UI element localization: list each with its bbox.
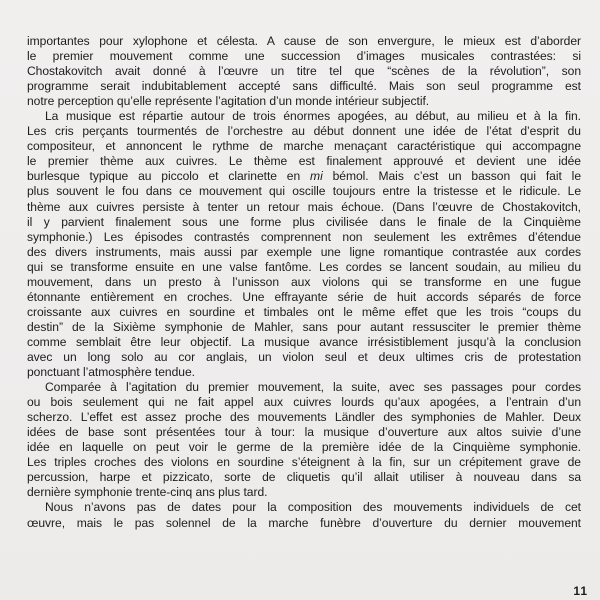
- text-line: thème aux cuivres persiste à tenter un retour mais échoue. (Dans l’œuvre de Chostakovitch,: [27, 199, 581, 214]
- paragraph-start-line: La musique est répartie autour de trois énormes apogées, au début, au milieu et à la fin.: [45, 109, 581, 124]
- text-segment: burlesque typique au piccolo et clarinette en: [27, 169, 311, 184]
- text-line: Chostakovitch avait donné à l’œuvre un titre tel que “scènes de la révolution”, son: [27, 64, 581, 79]
- text-line: importantes pour xylophone et célesta. A cause de son envergure, le mieux est d’aborder: [27, 34, 581, 48]
- text-line: il y parvient finalement sous une forme plus civilisée dans le finale de la Cinquième: [27, 214, 581, 229]
- text-line: compositeur, et annoncent le rythme de marche menaçant caractéristique qui accompagne: [27, 139, 581, 154]
- text-line: œuvre, mais le pas solennel de la marche funèbre d’ouverture du dernier mouvement: [27, 515, 581, 530]
- text-line: ou bois seulement qui ne fait appel aux cuivres lourds qu’aux apogées, a l’entrain d’un: [27, 395, 581, 410]
- text-line: étonnante entièrement en croches. Une effrayante série de huit accords séparés de force: [27, 289, 581, 304]
- text-line: comme semblait être leur objectif. La musique avance irrésistiblement jusqu’à la conclusion: [27, 334, 581, 349]
- text-line: idées de base sont présentées tour à tour: la musique d’ouverture aux altos suivie d’une: [27, 425, 581, 440]
- paragraph-start-line: Nous n’avons pas de dates pour la composition des mouvements individuels de cet: [45, 500, 581, 515]
- page-number: 11: [573, 584, 588, 598]
- text-line: le premier thème aux cuivres. Le thème est finalement approuvé et devient une idée: [27, 154, 581, 169]
- text-line: mouvement, dans un presto à l’unisson aux violons qui se transforme en une fugue: [27, 274, 581, 289]
- text-line-with-italic: [27, 169, 581, 184]
- text-line: programme serait indubitablement accepté sans difficulté. Mais son seul programme est: [27, 79, 581, 94]
- text-line: scherzo. L’effet est assez proche des mouvements Ländler des symphonies de Mahler. Deux: [27, 410, 581, 425]
- text-line: des divers instruments, mais aussi par exemple une ligne romantique contrastée aux cordes: [27, 244, 581, 259]
- paragraph-start-line: Comparée à l’agitation du premier mouvement, la suite, avec ses passages pour cordes: [45, 380, 581, 395]
- text-line: Les cris perçants tourmentés de l’orchestre au début donnent une idée de l’état d’esprit du: [27, 124, 581, 139]
- text-line: plus souvent le fou dans ce mouvement qui oscille toujours entre la tristesse et le ridicule. Le: [27, 184, 581, 199]
- body-text: [27, 34, 581, 531]
- text-line: destin” de la Sixième symphonie de Mahler, sans pour autant ressusciter le premier thème: [27, 319, 581, 334]
- text-line: idée en laquelle on peut voir le germe de la première idée de la Cinquième symphonie.: [27, 440, 581, 455]
- text-line: qui se transforme ensuite en une valse fantôme. Les cordes se lancent soudain, au milieu du: [27, 259, 581, 274]
- text-line: percussion, harpe et pizzicato, sorte de cliquetis qu’il allait utiliser à nouveau dans sa: [27, 470, 581, 485]
- text-line: ponctuant l’atmosphère tendue.: [27, 365, 195, 380]
- text-line: notre perception qu’elle représente l’agitation d’un monde intérieur subjectif.: [27, 94, 430, 109]
- text-line: Les triples croches des violons en sourdine s’éteignent à la fin, sur un crépitement grave de: [27, 455, 581, 470]
- text-line: dernière symphonie trente-cinq ans plus tard.: [27, 485, 268, 500]
- text-line: symphonie.) Les épisodes contrastés comprennent non seulement les extrêmes d’étendue: [27, 229, 581, 244]
- text-line: le premier mouvement comme une succession d’images musicales contrastées: si: [27, 49, 581, 64]
- text-line: avec un long solo au cor anglais, un violon seul et deux ultimes cris de protestation: [27, 349, 581, 364]
- text-line: croissante aux cuivres en sourdine et timbales ont le même effet que les trois “coups du: [27, 304, 581, 319]
- italic-term: mi: [310, 169, 323, 184]
- text-segment: bémol. Mais c’est un basson qui fait le: [322, 169, 581, 184]
